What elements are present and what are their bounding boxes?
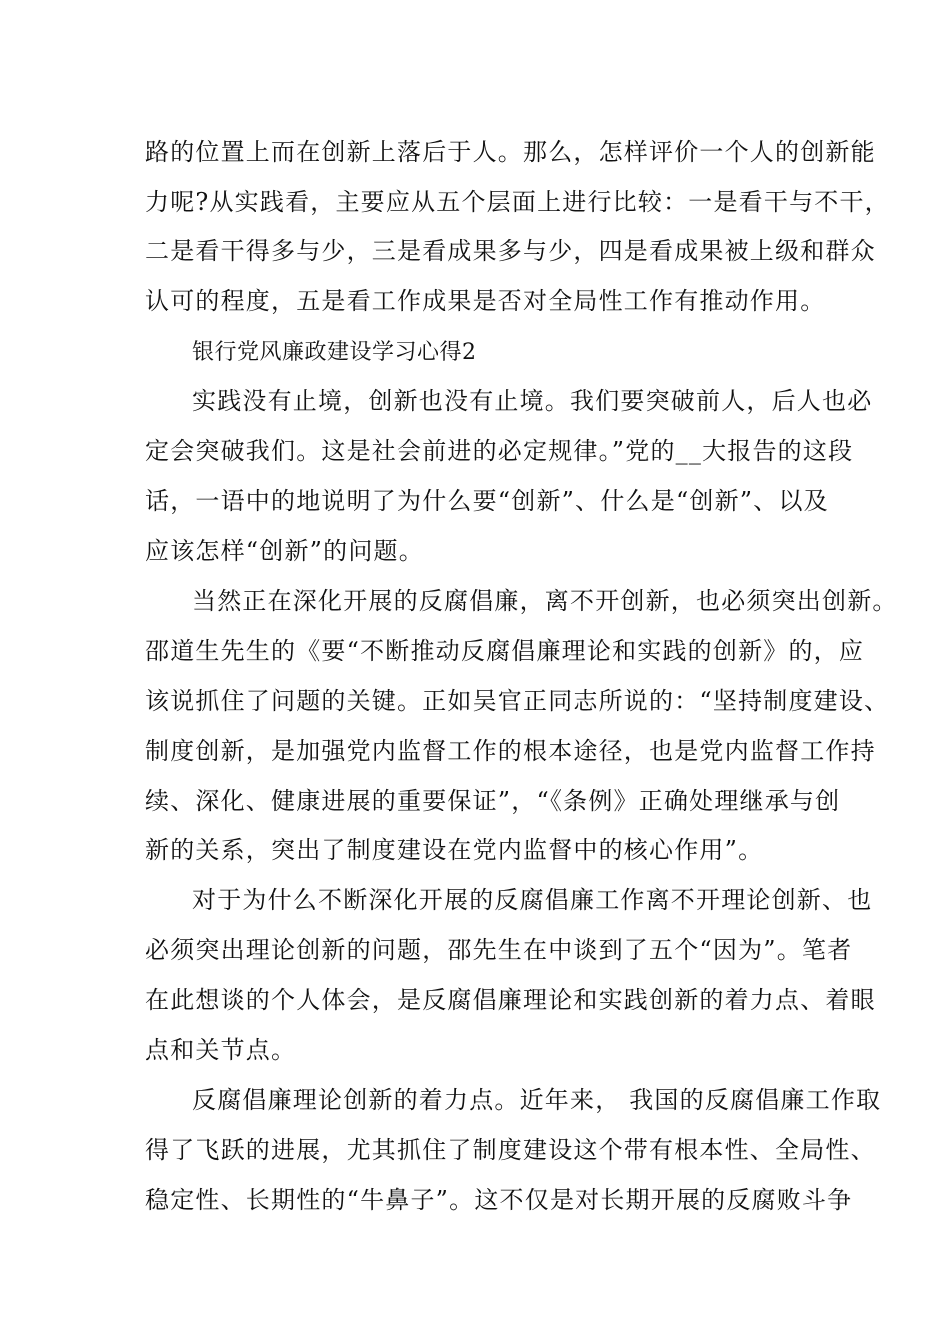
text-line: 对于为什么不断深化开展的反腐倡廉工作离不开理论创新、也 (192, 886, 873, 914)
text-line: 话，一语中的地说明了为什么要“创新”、什么是“创新”、以及 (145, 487, 829, 515)
text-line: 当然正在深化开展的反腐倡廉，离不开创新，也必须突出创新。 (192, 587, 898, 615)
section-heading: 银行党风廉政建设学习心得2 (192, 340, 477, 365)
text-line: 续、深化、健康进展的重要保证”，“《条例》正确处理继承与创 (145, 787, 841, 815)
text-line: 稳定性、长期性的“牛鼻子”。这不仅是对长期开展的反腐败斗争 (145, 1186, 853, 1214)
text-line: 该说抓住了问题的关键。正如吴官正同志所说的：“坚持制度建设、 (145, 687, 890, 715)
text-line: 力呢?从实践看，主要应从五个层面上进行比较：一是看干与不干， (145, 188, 890, 216)
text-line: 点和关节点。 (145, 1036, 297, 1064)
text-line: 必须突出理论创新的问题，邵先生在中谈到了五个“因为”。笔者 (145, 936, 853, 964)
text-line: 邵道生先生的《要“不断推动反腐倡廉理论和实践的创新》的，应 (145, 637, 865, 665)
text-line: 在此想谈的个人体会，是反腐倡廉理论和实践创新的着力点、着眼 (145, 986, 876, 1014)
text-line: 得了飞跃的进展，尤其抓住了制度建设这个带有根本性、全局性、 (145, 1136, 876, 1164)
text-line: 认可的程度，五是看工作成果是否对全局性工作有推动作用。 (145, 287, 826, 315)
text-line: 制度创新，是加强党内监督工作的根本途径，也是党内监督工作持 (145, 737, 876, 765)
text-line: 定会突破我们。这是社会前进的必定规律。”党的__大报告的这段 (145, 437, 854, 465)
text-line: 实践没有止境，创新也没有止境。我们要突破前人，后人也必 (192, 387, 873, 415)
text-line: 二是看干得多与少，三是看成果多与少，四是看成果被上级和群众 (145, 237, 876, 265)
text-line: 应该怎样“创新”的问题。 (145, 537, 424, 565)
text-line: 反腐倡廉理论创新的着力点。近年来， 我国的反腐倡廉工作取 (192, 1086, 882, 1114)
text-line: 路的位置上而在创新上落后于人。那么，怎样评价一个人的创新能 (145, 138, 876, 166)
text-line: 新的关系，突出了制度建设在党内监督中的核心作用”。 (145, 836, 764, 864)
